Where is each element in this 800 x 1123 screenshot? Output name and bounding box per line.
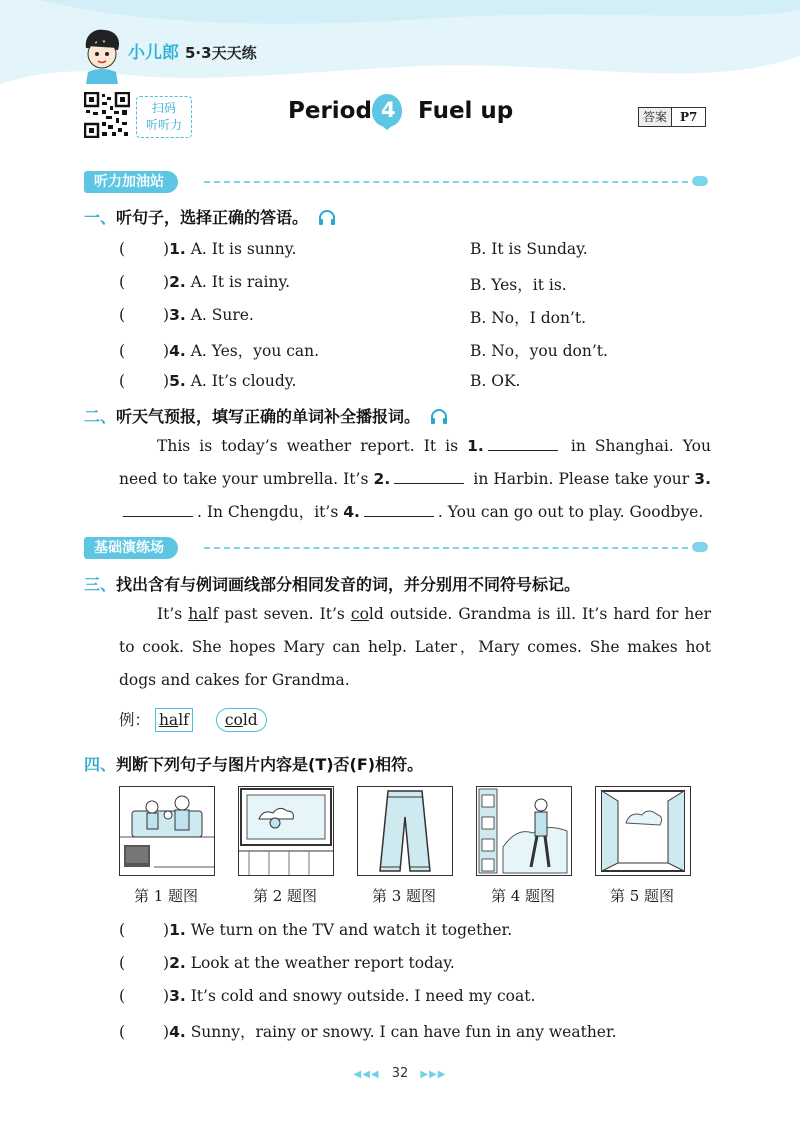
example-box-mark <box>155 708 193 732</box>
passage-text: ld outside. Grandma is ill. It’s hard for her to cook. She hopes Mary can help. Later，Mary comes. She makes hot dogs and cakes for Grandma. <box>119 605 711 689</box>
blank-input[interactable] <box>394 469 464 484</box>
report-text: This is today’s weather report. It is <box>157 437 459 455</box>
section-divider <box>204 547 688 549</box>
statement-text: It’s cold and snowy outside. I need my coat. <box>190 987 536 1005</box>
item-number: 2. <box>169 954 186 972</box>
weather-report-paragraph <box>119 430 711 529</box>
question-text: 听句子，选择正确的答语。 <box>116 208 309 227</box>
section-label: 基础演练场 <box>84 537 178 559</box>
section-divider-end <box>692 176 708 186</box>
title-period: Period <box>288 98 372 124</box>
item-number: 1. <box>169 921 186 939</box>
item-number: 3. <box>169 306 186 324</box>
phonics-paragraph <box>119 598 711 697</box>
option-b: B. OK. <box>470 372 521 390</box>
example-word-rest: ld <box>242 711 258 729</box>
list-item <box>119 1020 617 1042</box>
paren-close: ) <box>163 372 170 390</box>
question-number: 四、 <box>84 755 117 774</box>
report-text: in Harbin. Please take your <box>473 470 690 488</box>
answer-paren[interactable]: ( <box>119 954 126 972</box>
qr-code-icon[interactable] <box>84 92 130 138</box>
paren-close: ) <box>163 273 170 291</box>
picture-5-window-clouds <box>595 786 691 876</box>
statement-text: Look at the weather report today. <box>190 954 455 972</box>
list-item <box>119 954 455 972</box>
list-item <box>119 372 296 390</box>
example-word-rest: lf <box>178 711 189 729</box>
picture-caption: 第 4 题图 <box>490 887 556 905</box>
page-number-value: 32 <box>391 1066 409 1081</box>
option-b: B. Yes，it is. <box>470 276 567 294</box>
item-number: 4. <box>169 1023 186 1041</box>
option-b: B. It is Sunday. <box>470 240 588 258</box>
page-number <box>340 1066 460 1081</box>
question-number: 一、 <box>84 208 117 227</box>
example-label: 例： <box>119 711 151 729</box>
brand-logo-text: 小儿郎 <box>128 43 179 63</box>
passage-text: lf past seven. It’s <box>207 605 351 623</box>
option-a: A. Sure. <box>190 306 254 324</box>
section-bar-practice <box>84 537 708 559</box>
answer-paren[interactable]: ( <box>119 372 126 390</box>
picture-3-trousers <box>357 786 453 876</box>
answer-label: 答案 <box>639 108 672 126</box>
option-b: B. No，I don’t. <box>470 309 587 327</box>
title-topic: Fuel up <box>418 98 514 124</box>
title-number: 4 <box>381 98 396 122</box>
statement-text: Sunny，rainy or snowy. I can have fun in any weather. <box>190 1023 617 1041</box>
answer-paren[interactable]: ( <box>119 273 126 291</box>
section-divider-end <box>692 542 708 552</box>
picture-1-family-watching-tv <box>119 786 215 876</box>
report-text: . In Chengdu，it’s <box>197 503 339 521</box>
question-heading-2 <box>84 404 448 427</box>
passage-text: It’s <box>157 605 189 623</box>
paren-close: ) <box>163 306 170 324</box>
question-number: 三、 <box>84 575 117 594</box>
brand-title <box>128 38 257 63</box>
question-text: 判断下列句子与图片内容是(T)否(F)相符。 <box>116 755 424 774</box>
list-item <box>119 339 319 361</box>
scan-label-line2: 听听力 <box>145 118 182 132</box>
underlined-letters: co <box>224 711 243 729</box>
blank-number: 2. <box>373 470 391 488</box>
answer-paren[interactable]: ( <box>119 240 126 258</box>
paren-close: ) <box>163 954 170 972</box>
option-a: A. It is rainy. <box>190 273 291 291</box>
option-a: A. It’s cloudy. <box>190 372 297 390</box>
paren-close: ) <box>163 240 170 258</box>
scan-label-line1: 扫码 <box>151 101 176 115</box>
left-arrows-icon: ◀◀◀ <box>353 1069 380 1080</box>
statement-text: We turn on the TV and watch it together. <box>190 921 513 939</box>
series-name: 5·3天天练 <box>185 44 257 62</box>
picture-caption: 第 5 题图 <box>609 887 675 905</box>
paren-close: ) <box>163 987 170 1005</box>
question-text: 听天气预报，填写正确的单词补全播报词。 <box>116 407 421 426</box>
blank-number: 3. <box>694 470 711 488</box>
blank-input[interactable] <box>123 502 193 517</box>
headphones-icon[interactable] <box>430 409 448 424</box>
item-number: 4. <box>169 342 186 360</box>
blank-number: 4. <box>343 503 360 521</box>
example-circle-mark <box>216 708 267 732</box>
blank-number: 1. <box>467 437 484 455</box>
answer-paren[interactable]: ( <box>119 1023 126 1041</box>
list-item <box>119 240 296 258</box>
item-number: 1. <box>169 240 186 258</box>
list-item <box>119 921 512 939</box>
page-title <box>260 92 560 132</box>
item-number: 2. <box>169 273 186 291</box>
section-label: 听力加油站 <box>84 171 178 193</box>
report-text: in Shanghai. You need to take your umbrella. It’s <box>119 437 711 488</box>
picture-4-boy-walking-weather <box>476 786 572 876</box>
cartoon-boy-icon <box>80 28 124 84</box>
picture-2-weather-report-tv <box>238 786 334 876</box>
blank-input[interactable] <box>488 436 558 451</box>
report-text: . You can go out to play. Goodbye. <box>437 503 704 521</box>
blank-input[interactable] <box>364 502 434 517</box>
answer-paren[interactable]: ( <box>119 921 126 939</box>
list-item <box>119 987 535 1005</box>
picture-caption: 第 2 题图 <box>252 887 318 905</box>
answer-page: P7 <box>680 110 698 124</box>
answer-paren[interactable]: ( <box>119 342 126 360</box>
section-bar-listening <box>84 171 708 193</box>
underlined-letters: ha <box>188 605 208 623</box>
paren-close: ) <box>163 342 170 360</box>
paren-close: ) <box>163 1023 170 1041</box>
question-heading-1 <box>84 205 336 228</box>
question-text: 找出含有与例词画线部分相同发音的词，并分别用不同符号标记。 <box>116 575 581 594</box>
list-item <box>119 306 254 324</box>
list-item <box>119 273 290 291</box>
scan-listen-label[interactable] <box>136 96 192 138</box>
option-a: A. It is sunny. <box>190 240 297 258</box>
answer-reference <box>638 107 706 127</box>
item-number: 3. <box>169 987 186 1005</box>
question-heading-3 <box>84 572 580 595</box>
option-a: A. Yes，you can. <box>190 342 320 360</box>
underlined-letters: ha <box>158 711 179 729</box>
example-row <box>119 708 267 732</box>
headphones-icon[interactable] <box>318 210 336 225</box>
option-b: B. No，you don’t. <box>470 342 608 360</box>
question-heading-4 <box>84 752 423 775</box>
answer-paren[interactable]: ( <box>119 987 126 1005</box>
picture-caption: 第 3 题图 <box>371 887 437 905</box>
section-divider <box>204 181 688 183</box>
right-arrows-icon: ▶▶▶ <box>420 1069 447 1080</box>
item-number: 5. <box>169 372 186 390</box>
paren-close: ) <box>163 921 170 939</box>
question-number: 二、 <box>84 407 117 426</box>
underlined-letters: co <box>350 605 369 623</box>
picture-caption: 第 1 题图 <box>133 887 199 905</box>
answer-paren[interactable]: ( <box>119 306 126 324</box>
